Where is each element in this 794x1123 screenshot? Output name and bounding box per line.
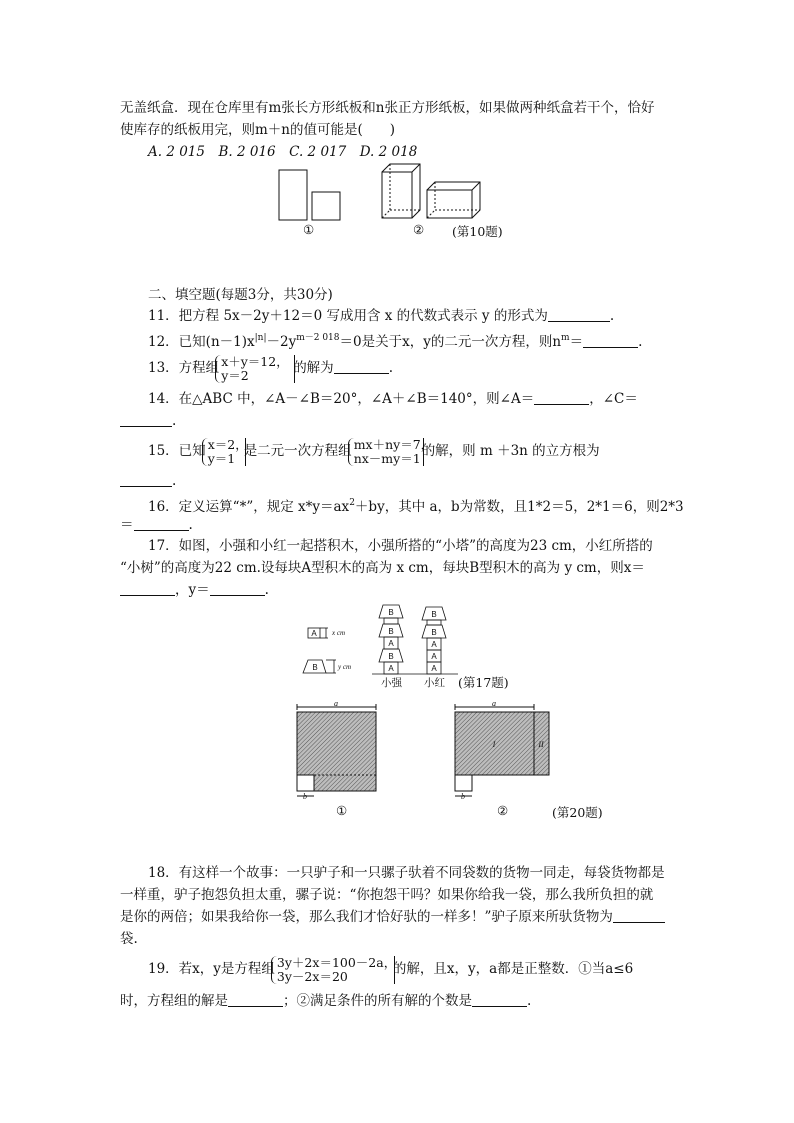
q18-line3 bbox=[120, 908, 665, 926]
q10-fig-label-1: ① bbox=[303, 222, 315, 237]
q20-figure bbox=[290, 695, 560, 805]
q17-end: . bbox=[264, 582, 269, 598]
q17-line2: “小树”的高度为22 cm.设每块A型积木的高为 x cm，每块B型积木的高为 y cm，则x＝ bbox=[120, 560, 645, 576]
q17-t1-B1: B bbox=[388, 652, 394, 661]
q12-post: ＝0是关于x，y的二元一次方程，则n bbox=[339, 334, 562, 350]
q10-figure bbox=[272, 160, 502, 222]
q17-legend-ycm: y cm bbox=[338, 663, 352, 671]
q19-line2 bbox=[120, 992, 531, 1010]
q19-text-b: ；②满足条件的所有解的个数是 bbox=[283, 993, 472, 1009]
q16-blank[interactable] bbox=[134, 518, 189, 531]
q17-name-1: 小强 bbox=[381, 677, 402, 689]
q12-blank[interactable] bbox=[583, 335, 638, 348]
q17-name-2: 小红 bbox=[424, 677, 445, 689]
q15-eq1: mx＋ny＝7， bbox=[353, 436, 434, 452]
q16-end: . bbox=[188, 517, 193, 533]
q13-system bbox=[221, 355, 291, 383]
q12-sup1: |n| bbox=[254, 333, 267, 343]
q18-line4: 袋. bbox=[120, 931, 138, 947]
q17-t1-B2: B bbox=[388, 627, 394, 636]
q12-sup2: m－2 018 bbox=[296, 333, 340, 343]
q10-options: A. 2 015 B. 2 016 C. 2 017 D. 2 018 bbox=[148, 144, 418, 160]
q16-text-b: ＋by，其中 a，b为常数，且1*2＝5，2*1＝6，则2*3 bbox=[354, 499, 684, 515]
q17-t2-A1: A bbox=[431, 664, 437, 673]
q16-line2 bbox=[120, 516, 193, 534]
q14-line2 bbox=[120, 412, 176, 430]
q13-pre: 13．方程组 bbox=[148, 360, 220, 376]
q16-line1 bbox=[148, 494, 684, 516]
q11-text: 11．把方程 5x－2y＋12＝0 写成用含 x 的代数式表示 y 的形式为 bbox=[148, 308, 548, 324]
q20-label-1: ① bbox=[336, 803, 348, 818]
q14-end: . bbox=[172, 413, 177, 429]
q17-t2-A3: A bbox=[431, 640, 437, 649]
q17-t1-B3: B bbox=[388, 608, 394, 617]
q19-blank-1[interactable] bbox=[228, 994, 283, 1007]
q20-a-2: a bbox=[492, 699, 496, 708]
q15-mid: 是二元一次方程组 bbox=[243, 443, 352, 459]
q15-solution bbox=[207, 436, 248, 466]
q17-legend-B: B bbox=[312, 663, 318, 672]
q17-t2-B1: B bbox=[431, 628, 437, 637]
q17-t1-A1: A bbox=[388, 664, 394, 673]
section-title: 二、填空题(每题3分，共30分) bbox=[148, 287, 333, 303]
q17-blank-y[interactable] bbox=[210, 583, 265, 596]
q15-line2 bbox=[120, 472, 176, 490]
q14-line1 bbox=[148, 390, 638, 408]
q16-text: 16．定义运算“*”，规定 x*y＝ax bbox=[148, 499, 350, 515]
q15-pre: 15．已知 bbox=[148, 443, 206, 459]
q12-pre: 12．已知(n－1)x bbox=[148, 334, 255, 350]
q15-post: 的解，则 m ＋3n 的立方根为 bbox=[421, 443, 600, 459]
q10-fig-caption: (第10题) bbox=[452, 224, 503, 239]
q19-post: 的解，且x，y，a都是正整数．①当a≤6 bbox=[392, 961, 634, 977]
q17-line3 bbox=[120, 581, 269, 599]
q19-pre: 19．若x，y是方程组 bbox=[148, 961, 275, 977]
q18-text: 是你的两倍；如果我给你一袋，那么我们才恰好驮的一样多！”驴子原来所驮货物为 bbox=[120, 909, 613, 925]
q18-blank[interactable] bbox=[613, 910, 665, 923]
q15-x: x＝2， bbox=[207, 436, 248, 452]
q19-eq1: 3y＋2x＝100－2a， bbox=[276, 954, 397, 970]
q20-region-I: I bbox=[492, 740, 496, 749]
q19-end: . bbox=[527, 993, 532, 1009]
q12 bbox=[148, 329, 642, 351]
q14-blank-a[interactable] bbox=[534, 392, 589, 405]
q14-text: 14．在△ABC 中，∠A－∠B＝20°，∠A＋∠B＝140°，则∠A＝ bbox=[148, 391, 535, 407]
q20-b-2: b bbox=[461, 792, 465, 801]
q17-line1: 17．如图，小强和小红一起搭积木，小强所搭的“小塔”的高度为23 cm，小红所搭的 bbox=[148, 538, 653, 554]
q11-end: . bbox=[609, 308, 615, 324]
q13-post: 的解为 bbox=[293, 360, 334, 376]
q14-mid: ，∠C＝ bbox=[589, 391, 638, 407]
q17-legend-A: A bbox=[311, 629, 317, 638]
q17-legend-xcm: x cm bbox=[332, 629, 346, 637]
q14-blank-c[interactable] bbox=[120, 414, 172, 427]
q19-system bbox=[276, 954, 397, 984]
q17-t2-B2: B bbox=[431, 610, 437, 619]
q19-text-a: 时，方程组的解是 bbox=[120, 993, 228, 1009]
q19-line1 bbox=[148, 954, 633, 984]
q15-line1 bbox=[148, 436, 600, 466]
q15-blank[interactable] bbox=[120, 474, 172, 487]
q13-blank[interactable] bbox=[334, 361, 389, 374]
q13 bbox=[148, 353, 393, 383]
q18-line2: 一样重，驴子抱怨负担太重，骡子说：“你抱怨干吗？如果你给我一袋，那么我所负担的就 bbox=[120, 887, 654, 903]
q17-caption: (第17题) bbox=[458, 675, 509, 690]
q17-blank-x[interactable] bbox=[120, 583, 175, 596]
q13-eq1: x＋y＝12， bbox=[221, 353, 289, 369]
q15-end: . bbox=[172, 473, 177, 489]
q12-sup3: m bbox=[561, 333, 570, 343]
q17-t2-A2: A bbox=[431, 652, 437, 661]
q11-blank[interactable] bbox=[548, 309, 610, 322]
q16-sup: 2 bbox=[349, 498, 355, 508]
q11 bbox=[148, 307, 614, 325]
q20-caption: (第20题) bbox=[552, 805, 603, 820]
q15-eq2: nx－my＝1 bbox=[353, 450, 421, 466]
q16-eq: ＝ bbox=[120, 517, 134, 533]
q12-eq: ＝ bbox=[569, 334, 584, 350]
q20-b-1: b bbox=[303, 792, 307, 801]
q20-a-1: a bbox=[334, 699, 338, 708]
q17-t1-A2: A bbox=[388, 639, 394, 648]
q12-end: . bbox=[638, 334, 643, 350]
q15-system bbox=[353, 436, 434, 466]
q19-blank-2[interactable] bbox=[472, 994, 527, 1007]
q12-mid: －2y bbox=[266, 334, 297, 350]
q13-end: . bbox=[388, 360, 393, 376]
q18-line1: 18．有这样一个故事：一只驴子和一只骡子驮着不同袋数的货物一同走，每袋货物都是 bbox=[148, 865, 665, 881]
q15-y: y＝1 bbox=[207, 450, 236, 466]
q10-fig-label-2: ② bbox=[413, 222, 425, 237]
q19-eq2: 3y－2x＝20 bbox=[276, 968, 348, 984]
q10-line2: 使库存的纸板用完，则m＋n的值可能是( ) bbox=[120, 122, 396, 138]
q17-y-label: ，y＝ bbox=[175, 582, 210, 598]
q10-line1: 无盖纸盒．现在仓库里有m张长方形纸板和n张正方形纸板，如果做两种纸盒若干个，恰好 bbox=[120, 100, 655, 116]
q20-label-2: ② bbox=[497, 803, 509, 818]
q13-eq2: y＝2 bbox=[221, 367, 249, 383]
q20-region-II: II bbox=[538, 740, 544, 749]
